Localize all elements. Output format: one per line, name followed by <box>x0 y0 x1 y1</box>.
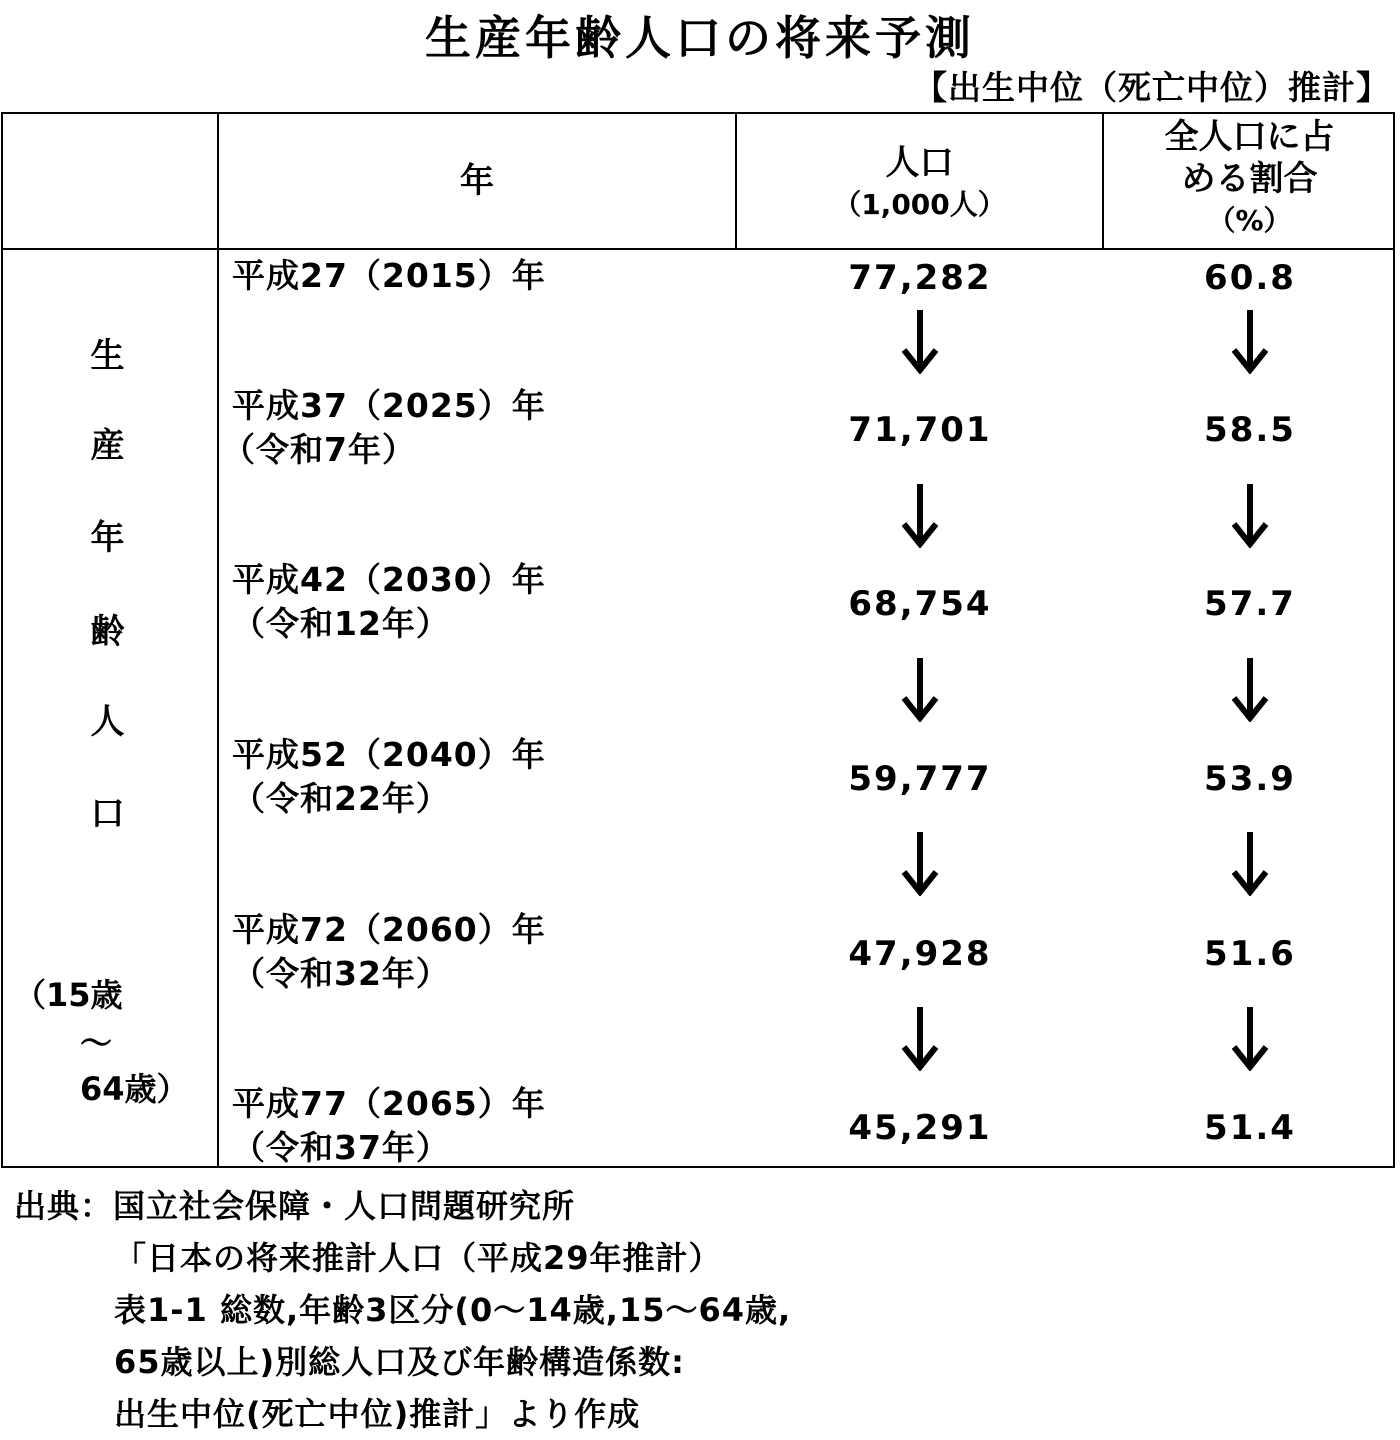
table-row-year <box>232 254 546 298</box>
row-year-label: 平成77（2065）年 <box>232 1084 546 1123</box>
table-row-year <box>222 384 546 472</box>
down-arrow-icon <box>900 658 940 722</box>
row-population: 71,701 <box>848 410 992 450</box>
category-char: 産 <box>90 426 125 466</box>
category-char: 齢 <box>90 612 125 652</box>
row-share: 51.4 <box>1204 1108 1296 1148</box>
down-arrow-icon <box>900 832 940 896</box>
row-share: 58.5 <box>1204 410 1296 450</box>
page-subtitle: 【出生中位（死亡中位）推計】 <box>914 68 1390 107</box>
row-share: 57.7 <box>1204 584 1296 624</box>
row-population: 77,282 <box>848 258 992 298</box>
down-arrow-icon <box>1230 310 1270 374</box>
category-char: 口 <box>90 794 125 834</box>
row-population: 68,754 <box>848 584 992 624</box>
source-line: 表1-1 総数,年齢3区分(0～14歳,15～64歳, <box>114 1291 792 1329</box>
header-share <box>1104 116 1395 242</box>
header-population-unit: （1,000人） <box>833 188 1006 221</box>
row-year-label: 平成72（2060）年 <box>232 910 546 949</box>
table-row-year <box>232 908 546 996</box>
row-population: 45,291 <box>848 1108 992 1148</box>
source-line: 出典：国立社会保障・人口問題研究所 <box>14 1187 576 1225</box>
table-row-year <box>232 1082 546 1170</box>
row-year-label: 平成37（2025）年 <box>232 386 546 425</box>
source-line: 「日本の将来推計人口（平成29年推計） <box>114 1239 722 1277</box>
row-share: 51.6 <box>1204 934 1296 974</box>
category-range-tilde: ～ <box>80 1024 113 1062</box>
row-year-label: 平成42（2030）年 <box>232 560 546 599</box>
table-row-year <box>232 558 546 646</box>
header-population-label: 人口 <box>885 143 954 183</box>
category-range-end: 64歳） <box>80 1070 189 1108</box>
row-year-label: 平成52（2040）年 <box>232 735 546 774</box>
source-line: 出生中位(死亡中位)推計」より作成 <box>114 1395 641 1433</box>
down-arrow-icon <box>900 484 940 548</box>
row-reiwa-label: （令和32年） <box>232 954 450 993</box>
header-year: 年 <box>460 161 494 201</box>
row-population: 47,928 <box>848 934 992 974</box>
header-share-label-2: める割合 <box>1181 159 1318 199</box>
source-line: 65歳以上)別総人口及び年齢構造係数: <box>114 1343 685 1381</box>
source-note <box>14 1180 791 1440</box>
row-year-label: 平成27（2015）年 <box>232 256 546 295</box>
header-share-label-1: 全人口に占 <box>1164 117 1335 157</box>
category-range-start: （15歳 <box>14 976 123 1014</box>
category-char: 年 <box>90 518 125 558</box>
header-divider <box>1 248 1395 250</box>
category-char: 生 <box>90 336 125 376</box>
header-share-unit: （%） <box>1207 204 1292 237</box>
down-arrow-icon <box>900 310 940 374</box>
category-char: 人 <box>90 702 125 742</box>
row-reiwa-label: （令和7年） <box>222 430 416 469</box>
row-reiwa-label: （令和22年） <box>232 779 450 818</box>
header-population <box>737 142 1102 226</box>
row-reiwa-label: （令和37年） <box>232 1128 450 1167</box>
down-arrow-icon <box>1230 484 1270 548</box>
table-row-year <box>232 733 546 821</box>
column-divider-category <box>217 112 219 1168</box>
down-arrow-icon <box>1230 658 1270 722</box>
row-population: 59,777 <box>848 759 992 799</box>
down-arrow-icon <box>1230 1007 1270 1071</box>
page-title: 生産年齢人口の将来予測 <box>425 11 975 65</box>
down-arrow-icon <box>1230 832 1270 896</box>
row-share: 53.9 <box>1204 759 1296 799</box>
row-share: 60.8 <box>1204 258 1296 298</box>
down-arrow-icon <box>900 1007 940 1071</box>
row-reiwa-label: （令和12年） <box>232 604 450 643</box>
